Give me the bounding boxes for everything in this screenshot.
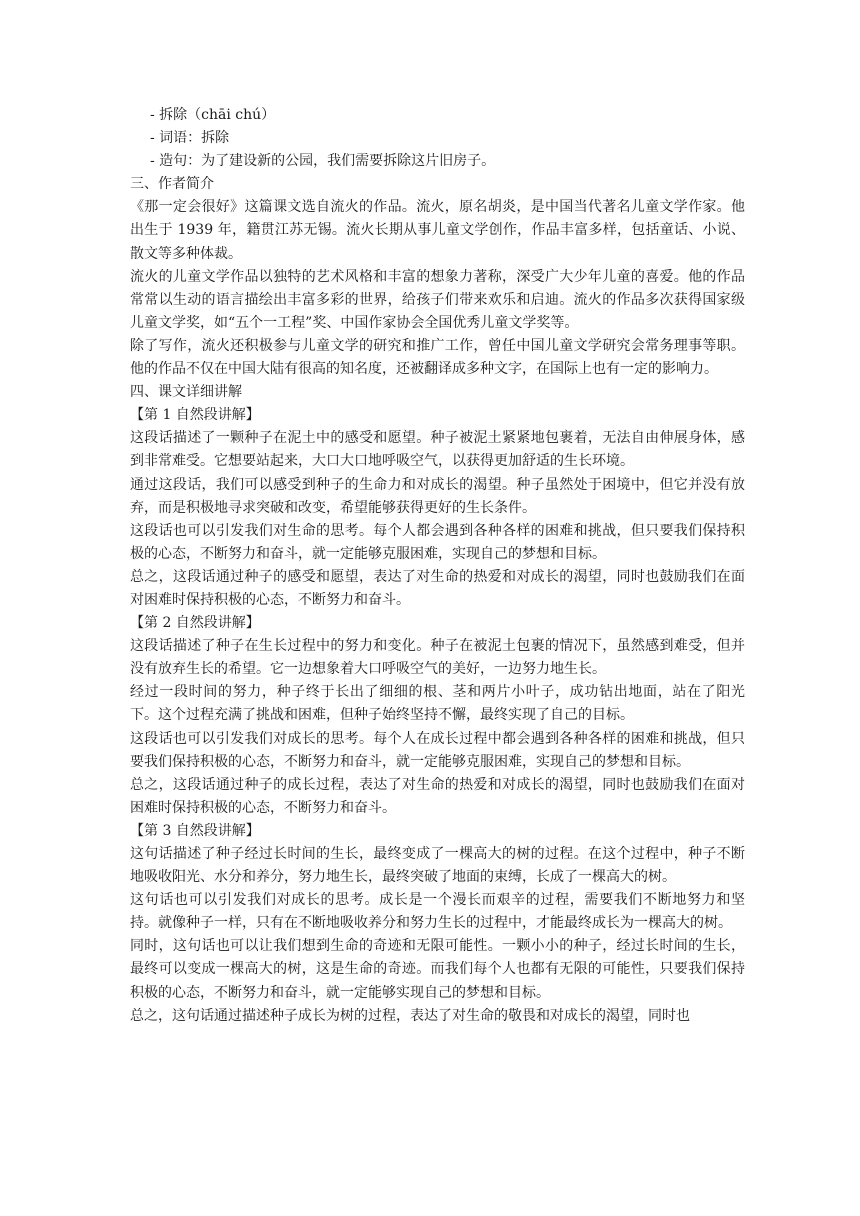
paragraph: 除了写作，流火还积极参与儿童文学的研究和推广工作，曾任中国儿童文学研究会常务理事等职。他的作品不仅在中国大陆有很高的知名度，还被翻译成多种文字，在国际上也有一定的影响力。 — [130, 337, 745, 378]
section-heading-author: 三、作者简介 — [130, 176, 214, 193]
paragraph: 这段话描述了种子在生长过程中的努力和变化。种子在被泥土包裹的情况下，虽然感到难受，但并没有放弃生长的希望。它一边想象着大口呼吸空气的美好，一边努力地生长。 — [130, 638, 745, 678]
paragraph: 这段话描述了一颗种子在泥土中的感受和愿望。种子被泥土紧紧地包裹着，无法自由伸展身体，感到非常难受。它想要站起来，大口大口地呼吸空气，以获得更加舒适的生长环境。 — [130, 430, 745, 470]
document-page — [130, 104, 745, 1028]
paragraph: 同时，这句话也可以让我们想到生命的奇迹和无限可能性。一颗小小的种子，经过长时间的生长，最终可以变成一棵高大的树，这是生命的奇迹。而我们每个人也都有无限的可能性，只要我们保持积极的心态，不断努力和奋斗，就一定能够实现自己的梦想和目标。 — [130, 938, 745, 1001]
section-heading-explanation: 四、课文详细讲解 — [130, 384, 242, 401]
subsection-title-p2: 【第 2 自然段讲解】 — [130, 615, 260, 632]
vocab-list — [130, 104, 745, 173]
paragraph: 总之，这段话通过种子的感受和愿望，表达了对生命的热爱和对成长的渴望，同时也鼓励我们在面对困难时保持积极的心态，不断努力和奋斗。 — [130, 568, 745, 608]
paragraph: 《那一定会很好》这篇课文选自流火的作品。流火，原名胡炎，是中国当代著名儿童文学作家。他出生于 1939 年，籍贯江苏无锡。流火长期从事儿童文学创作，作品丰富多样，包括童话、小说、散文等多种体裁。 — [130, 199, 745, 262]
paragraph: 这段话也可以引发我们对生命的思考。每个人都会遇到各种各样的困难和挑战，但只要我们保持积极的心态，不断努力和奋斗，就一定能够克服困难，实现自己的梦想和目标。 — [130, 522, 745, 562]
paragraph: 经过一段时间的努力，种子终于长出了细细的根、茎和两片小叶子，成功钻出地面，站在了阳光下。这个过程充满了挑战和困难，但种子始终坚持不懈，最终实现了自己的目标。 — [130, 684, 745, 724]
vocab-item-sentence: - 造句：为了建设新的公园，我们需要拆除这片旧房子。 — [150, 153, 496, 170]
paragraph: 总之，这段话通过种子的成长过程，表达了对生命的热爱和对成长的渴望，同时也鼓励我们在面对困难时保持积极的心态，不断努力和奋斗。 — [130, 776, 745, 816]
paragraph: 流火的儿童文学作品以独特的艺术风格和丰富的想象力著称，深受广大少年儿童的喜爱。他的作品常常以生动的语言描绘出丰富多彩的世界，给孩子们带来欢乐和启迪。流火的作品多次获得国家级儿童文学奖，如“五个一工程”奖、中国作家协会全国优秀儿童文学奖等。 — [130, 268, 745, 331]
paragraph: 这句话也可以引发我们对成长的思考。成长是一个漫长而艰辛的过程，需要我们不断地努力和坚持。就像种子一样，只有在不断地吸收养分和努力生长的过程中，才能最终成长为一棵高大的树。 — [130, 892, 745, 932]
paragraph: 通过这段话，我们可以感受到种子的生命力和对成长的渴望。种子虽然处于困境中，但它并没有放弃，而是积极地寻求突破和改变，希望能够获得更好的生长条件。 — [130, 476, 745, 516]
vocab-item-word: - 词语：拆除 — [150, 130, 230, 147]
paragraph: 总之，这句话通过描述种子成长为树的过程，表达了对生命的敬畏和对成长的渴望，同时也 — [130, 1007, 690, 1024]
paragraph: 这句话描述了种子经过长时间的生长，最终变成了一棵高大的树的过程。在这个过程中，种子不断地吸收阳光、水分和养分，努力地生长，最终突破了地面的束缚，长成了一棵高大的树。 — [130, 846, 745, 886]
paragraph: 这段话也可以引发我们对成长的思考。每个人在成长过程中都会遇到各种各样的困难和挑战，但只要我们保持积极的心态，不断努力和奋斗，就一定能够克服困难，实现自己的梦想和目标。 — [130, 730, 745, 770]
subsection-title-p1: 【第 1 自然段讲解】 — [130, 407, 260, 424]
vocab-item-pinyin: - 拆除（chāi chú） — [150, 107, 276, 123]
subsection-title-p3: 【第 3 自然段讲解】 — [130, 822, 260, 839]
